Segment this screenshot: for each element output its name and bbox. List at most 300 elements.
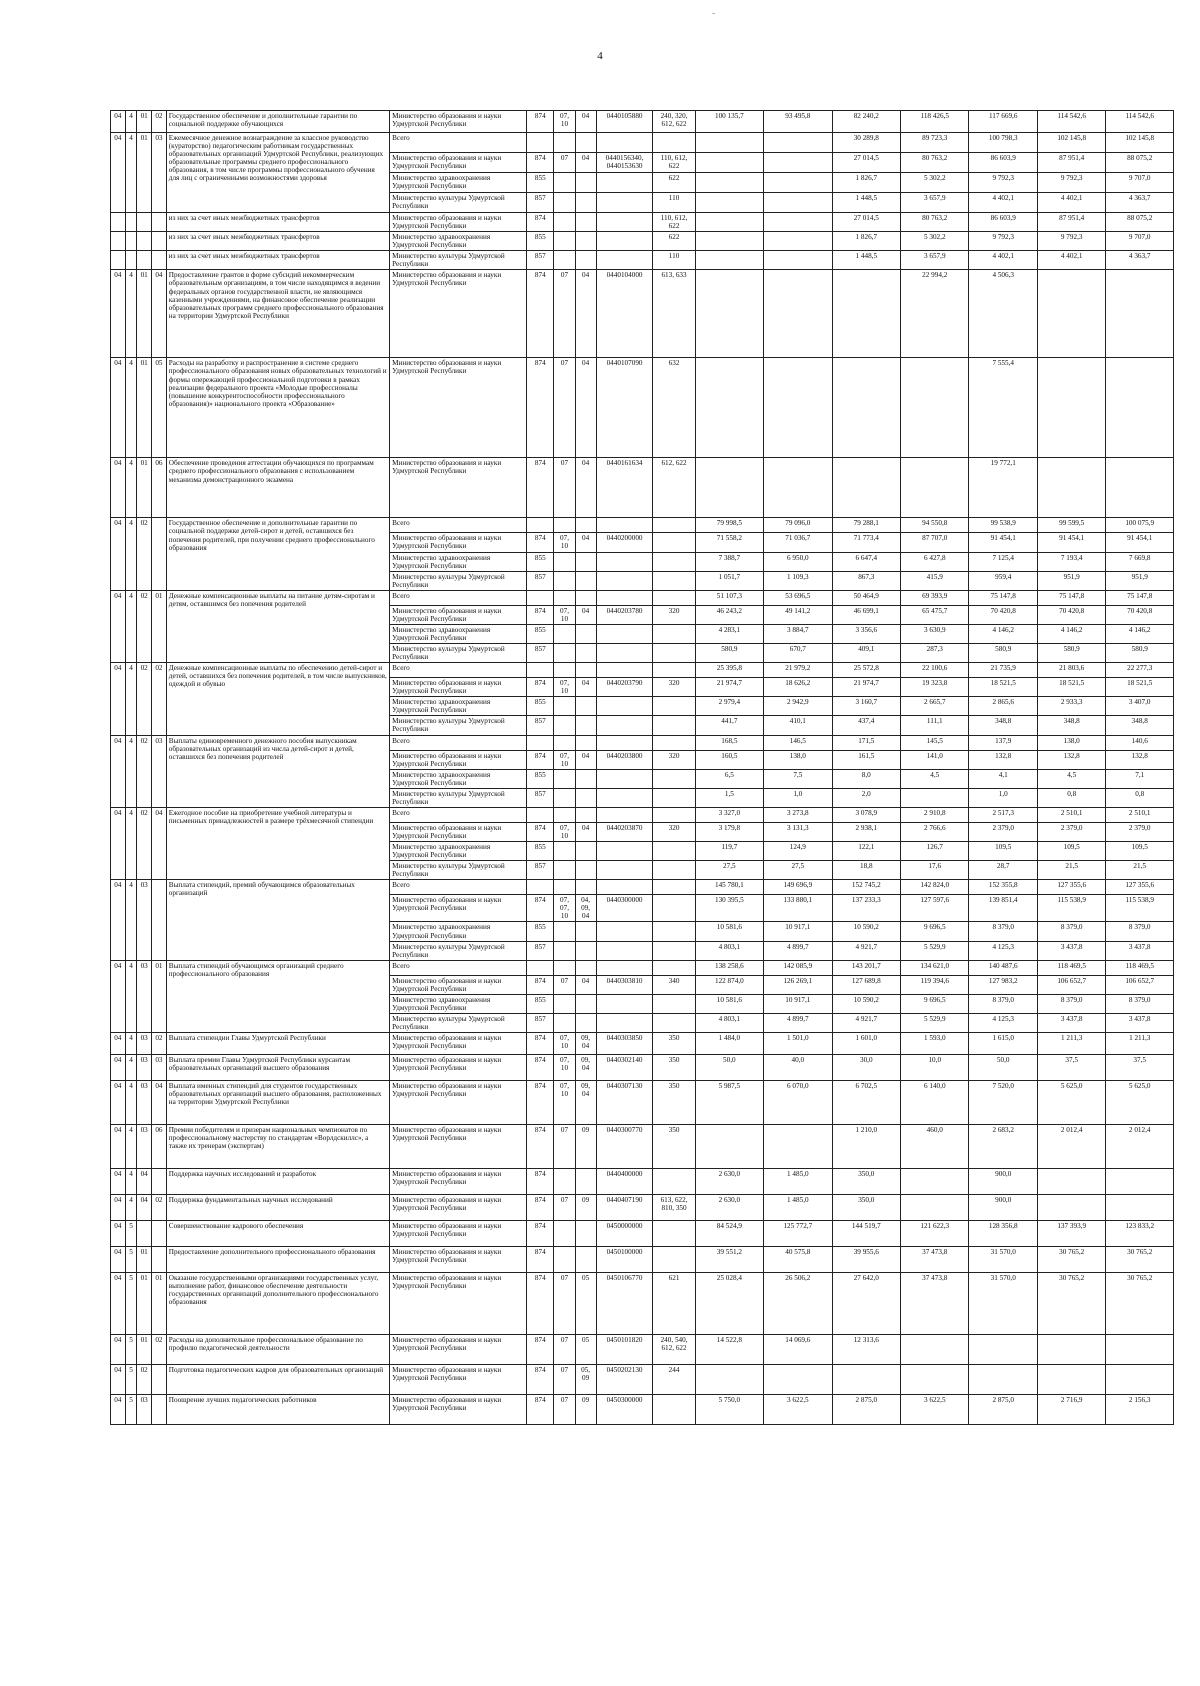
- amount-cell: 4 363,7: [1106, 193, 1174, 213]
- amount-cell: 86 603,9: [969, 213, 1037, 232]
- code-csr: 0450106770: [596, 1273, 653, 1335]
- code-grbs: 874: [527, 458, 554, 518]
- amount-cell: 134 621,0: [901, 960, 969, 975]
- amount-cell: 139 851,4: [969, 895, 1037, 922]
- code-vr: [653, 735, 695, 750]
- code-gp: 04: [111, 1033, 126, 1055]
- table-row: [111, 111, 1174, 133]
- administrator: Всего: [390, 880, 527, 895]
- table-row: [111, 458, 1174, 518]
- code-vr: [653, 769, 695, 788]
- code-p: 4: [125, 518, 137, 590]
- amount-cell: [695, 1125, 763, 1169]
- code-p: 4: [125, 1125, 137, 1169]
- code-pr: 04: [575, 822, 596, 841]
- amount-cell: 31 570,0: [969, 1247, 1037, 1273]
- code-m: 03: [152, 735, 167, 807]
- code-gp: [111, 232, 126, 251]
- amount-cell: 900,0: [969, 1195, 1037, 1221]
- code-gp: 04: [111, 807, 126, 879]
- amount-cell: 50,0: [695, 1055, 763, 1081]
- amount-cell: [1037, 1169, 1105, 1195]
- administrator: Министерство образования и науки Удмуртской Республики: [390, 1195, 527, 1221]
- amount-cell: 12 313,6: [832, 1335, 900, 1365]
- code-csr: 0440156340, 0440153630: [596, 153, 653, 173]
- code-p: 5: [125, 1247, 137, 1273]
- amount-cell: 91 454,1: [1037, 533, 1105, 552]
- amount-cell: [901, 458, 969, 518]
- amount-cell: [764, 1125, 832, 1169]
- administrator: Министерство образования и науки Удмуртской Республики: [390, 1055, 527, 1081]
- administrator: Министерство культуры Удмуртской Республики: [390, 861, 527, 880]
- row-name: из них за счет иных межбюджетных трансфертов: [166, 232, 389, 251]
- code-om: 02: [137, 807, 152, 879]
- code-grbs: 874: [527, 1395, 554, 1425]
- amount-cell: 4 146,2: [1106, 624, 1174, 643]
- amount-cell: 71 773,4: [832, 533, 900, 552]
- amount-cell: 1,5: [695, 788, 763, 807]
- table-row: [111, 1195, 1174, 1221]
- code-gp: 04: [111, 1335, 126, 1365]
- amount-cell: 959,4: [969, 571, 1037, 590]
- code-om: [137, 251, 152, 270]
- code-vr: 621: [653, 1273, 695, 1335]
- budget-table: [110, 110, 1174, 1425]
- code-grbs: 874: [527, 678, 554, 697]
- code-grbs: 874: [527, 533, 554, 552]
- code-rz: 07, 10: [554, 605, 575, 624]
- amount-cell: 1,0: [764, 788, 832, 807]
- amount-cell: 171,5: [832, 735, 900, 750]
- code-vr: [653, 861, 695, 880]
- code-p: 4: [125, 807, 137, 879]
- administrator: Министерство образования и науки Удмуртской Республики: [390, 111, 527, 133]
- code-vr: [653, 716, 695, 735]
- amount-cell: 8 379,0: [1106, 922, 1174, 941]
- code-m: 06: [152, 1125, 167, 1169]
- code-gp: 04: [111, 880, 126, 960]
- code-vr: 240, 540, 612, 622: [653, 1335, 695, 1365]
- amount-cell: 2 865,6: [969, 697, 1037, 716]
- code-rz: 07, 10: [554, 1033, 575, 1055]
- code-pr: [575, 590, 596, 605]
- amount-cell: 21 974,7: [832, 678, 900, 697]
- code-grbs: [527, 133, 554, 153]
- code-gp: [111, 251, 126, 270]
- code-csr: 0440105880: [596, 111, 653, 133]
- code-csr: [596, 807, 653, 822]
- code-pr: [575, 518, 596, 533]
- code-om: 02: [137, 518, 152, 590]
- amount-cell: 37,5: [1037, 1055, 1105, 1081]
- administrator: Министерство культуры Удмуртской Республики: [390, 1013, 527, 1032]
- code-om: 01: [137, 270, 152, 358]
- amount-cell: 4 921,7: [832, 1013, 900, 1032]
- table-row: [111, 1125, 1174, 1169]
- code-m: 01: [152, 1273, 167, 1335]
- code-om: 03: [137, 960, 152, 1032]
- code-pr: 04: [575, 111, 596, 133]
- amount-cell: 350,0: [832, 1169, 900, 1195]
- amount-cell: 4 146,2: [969, 624, 1037, 643]
- code-grbs: 857: [527, 1013, 554, 1032]
- amount-cell: 1 211,3: [1106, 1033, 1174, 1055]
- amount-cell: 21,5: [1037, 861, 1105, 880]
- amount-cell: 2 517,3: [969, 807, 1037, 822]
- code-m: 06: [152, 458, 167, 518]
- row-name: Государственное обеспечение и дополнительные гарантии по социальной поддержке детей-сирот и детей, оставшихся без попечения родителей, при получении среднего профессионального образования: [166, 518, 389, 590]
- row-name: Премии победителям и призерам национальных чемпионатов по профессиональному мастерству по стандартам «Ворлдскиллс», а также их тренерам (экспертам): [166, 1125, 389, 1169]
- amount-cell: 6 070,0: [764, 1081, 832, 1125]
- code-vr: 110, 612, 622: [653, 153, 695, 173]
- amount-cell: 2 875,0: [832, 1395, 900, 1425]
- amount-cell: 142 085,9: [764, 960, 832, 975]
- code-gp: 04: [111, 1247, 126, 1273]
- amount-cell: 3 622,5: [901, 1395, 969, 1425]
- amount-cell: 75 147,8: [969, 590, 1037, 605]
- code-rz: [554, 922, 575, 941]
- amount-cell: 7 193,4: [1037, 552, 1105, 571]
- amount-cell: 460,0: [901, 1125, 969, 1169]
- amount-cell: 126,7: [901, 842, 969, 861]
- code-om: [137, 213, 152, 232]
- row-name: Поощрение лучших педагогических работников: [166, 1395, 389, 1425]
- code-vr: [653, 960, 695, 975]
- table-row: [111, 1055, 1174, 1081]
- code-csr: 0440300770: [596, 1125, 653, 1169]
- code-rz: [554, 960, 575, 975]
- amount-cell: 2 630,0: [695, 1195, 763, 1221]
- code-om: 03: [137, 1395, 152, 1425]
- code-csr: 0450000000: [596, 1221, 653, 1247]
- amount-cell: 143 201,7: [832, 960, 900, 975]
- amount-cell: [764, 213, 832, 232]
- amount-cell: 27 642,0: [832, 1273, 900, 1335]
- amount-cell: 119 394,6: [901, 975, 969, 994]
- code-om: 04: [137, 1169, 152, 1195]
- amount-cell: 49 141,2: [764, 605, 832, 624]
- amount-cell: 88 075,2: [1106, 153, 1174, 173]
- amount-cell: 51 107,3: [695, 590, 763, 605]
- amount-cell: 441,7: [695, 716, 763, 735]
- code-csr: 0450101820: [596, 1335, 653, 1365]
- code-p: 4: [125, 358, 137, 458]
- amount-cell: 10 917,1: [764, 922, 832, 941]
- amount-cell: 160,5: [695, 750, 763, 769]
- code-grbs: 855: [527, 697, 554, 716]
- amount-cell: [969, 1335, 1037, 1365]
- amount-cell: 8 379,0: [1037, 994, 1105, 1013]
- amount-cell: 119,7: [695, 842, 763, 861]
- code-m: [152, 1221, 167, 1247]
- amount-cell: 27,5: [764, 861, 832, 880]
- amount-cell: 9 707,0: [1106, 232, 1174, 251]
- code-pr: 04: [575, 975, 596, 994]
- amount-cell: 1 601,0: [832, 1033, 900, 1055]
- code-pr: 04, 09, 04: [575, 895, 596, 922]
- code-rz: [554, 571, 575, 590]
- amount-cell: 87 707,0: [901, 533, 969, 552]
- code-gp: 04: [111, 1169, 126, 1195]
- administrator: Министерство образования и науки Удмуртской Республики: [390, 213, 527, 232]
- code-rz: 07: [554, 153, 575, 173]
- code-om: 03: [137, 1125, 152, 1169]
- amount-cell: [901, 1365, 969, 1395]
- row-name: Денежные компенсационные выплаты на питание детям-сиротам и детям, оставшимся без попечения родителей: [166, 590, 389, 662]
- administrator: Министерство культуры Удмуртской Республики: [390, 716, 527, 735]
- row-name: из них за счет иных межбюджетных трансфертов: [166, 213, 389, 232]
- code-m: 01: [152, 960, 167, 1032]
- amount-cell: 82 240,2: [832, 111, 900, 133]
- amount-cell: [695, 251, 763, 270]
- code-vr: [653, 590, 695, 605]
- row-name: Выплата стипендий, премий обучающимся образовательных организаций: [166, 880, 389, 960]
- amount-cell: 2 379,0: [1106, 822, 1174, 841]
- table-row: [111, 213, 1174, 232]
- amount-cell: 3 160,7: [832, 697, 900, 716]
- amount-cell: [832, 270, 900, 358]
- amount-cell: [695, 213, 763, 232]
- code-csr: [596, 518, 653, 533]
- amount-cell: 2 379,0: [969, 822, 1037, 841]
- row-name: Ежемесячное денежное вознаграждение за классное руководство (кураторство) педагогическим работникам государственных образовательных организаций Удмуртской Республики, реализующих образовательные программы среднего профессионального образования, в том числе программы профессионального обучения для лиц с ограниченными возможностями здоровья: [166, 133, 389, 213]
- code-rz: 07, 10: [554, 750, 575, 769]
- code-grbs: [527, 807, 554, 822]
- code-vr: 320: [653, 605, 695, 624]
- code-gp: 04: [111, 1395, 126, 1425]
- code-grbs: 874: [527, 1247, 554, 1273]
- row-name: Расходы на дополнительное профессиональное образование по профилю педагогической деятельности: [166, 1335, 389, 1365]
- code-p: 4: [125, 960, 137, 1032]
- code-grbs: 874: [527, 1273, 554, 1335]
- code-gp: 04: [111, 1081, 126, 1125]
- amount-cell: 80 763,2: [901, 213, 969, 232]
- row-name: Выплата стипендии Главы Удмуртской Республики: [166, 1033, 389, 1055]
- code-p: 5: [125, 1365, 137, 1395]
- amount-cell: 1 485,0: [764, 1169, 832, 1195]
- amount-cell: 100 135,7: [695, 111, 763, 133]
- amount-cell: [969, 1365, 1037, 1395]
- amount-cell: 22 277,3: [1106, 663, 1174, 678]
- administrator: Всего: [390, 663, 527, 678]
- amount-cell: 91 454,1: [969, 533, 1037, 552]
- code-csr: [596, 922, 653, 941]
- table-row: [111, 1247, 1174, 1273]
- code-pr: [575, 880, 596, 895]
- row-name: Выплата именных стипендий для студентов государственных образовательных организаций высшего образования, расположенных на территории Удмуртской Республики: [166, 1081, 389, 1125]
- administrator: Министерство образования и науки Удмуртской Республики: [390, 1221, 527, 1247]
- row-name: Ежегодное пособие на приобретение учебной литературы и письменных принадлежностей в размере трёхмесячной стипендии: [166, 807, 389, 879]
- amount-cell: 7,5: [764, 769, 832, 788]
- code-om: 01: [137, 458, 152, 518]
- code-csr: 0440161634: [596, 458, 653, 518]
- table-row: [111, 270, 1174, 358]
- administrator: Министерство образования и науки Удмуртской Республики: [390, 153, 527, 173]
- amount-cell: 30,0: [832, 1055, 900, 1081]
- amount-cell: 21,5: [1106, 861, 1174, 880]
- code-rz: [554, 842, 575, 861]
- amount-cell: 3 131,3: [764, 822, 832, 841]
- amount-cell: 6 140,0: [901, 1081, 969, 1125]
- code-om: 01: [137, 1335, 152, 1365]
- code-csr: [596, 663, 653, 678]
- code-vr: 110: [653, 193, 695, 213]
- amount-cell: 7 520,0: [969, 1081, 1037, 1125]
- code-pr: [575, 994, 596, 1013]
- amount-cell: 2 766,6: [901, 822, 969, 841]
- code-csr: [596, 960, 653, 975]
- amount-cell: 5 750,0: [695, 1395, 763, 1425]
- amount-cell: 50 464,9: [832, 590, 900, 605]
- code-pr: [575, 644, 596, 663]
- amount-cell: [764, 193, 832, 213]
- row-name: Расходы на разработку и распространение в системе среднего профессионального образования новых образовательных технологий и формы опережающей профессиональной подготовки в рамках реализации федерального проекта «Молодые профессионалы (повышение конкурентоспособности профессионального образования)» национального проекта «Образование»: [166, 358, 389, 458]
- amount-cell: 9 792,3: [1037, 173, 1105, 193]
- amount-cell: 128 356,8: [969, 1221, 1037, 1247]
- code-csr: 0440400000: [596, 1169, 653, 1195]
- code-csr: [596, 590, 653, 605]
- code-vr: [653, 880, 695, 895]
- row-name: Денежные компенсационные выплаты по обеспечению детей-сирот и детей, оставшихся без попечения родителей, в том числе выпускников, одеждой и обувью: [166, 663, 389, 735]
- administrator: Всего: [390, 590, 527, 605]
- code-grbs: 874: [527, 270, 554, 358]
- code-m: 02: [152, 663, 167, 735]
- code-grbs: 857: [527, 861, 554, 880]
- code-pr: [575, 1013, 596, 1032]
- code-m: 02: [152, 1335, 167, 1365]
- administrator: Министерство образования и науки Удмуртской Республики: [390, 270, 527, 358]
- table-row: [111, 358, 1174, 458]
- table-row: [111, 518, 1174, 533]
- code-pr: [575, 1247, 596, 1273]
- administrator: Министерство здравоохранения Удмуртской Республики: [390, 552, 527, 571]
- code-p: 4: [125, 1169, 137, 1195]
- code-vr: 320: [653, 822, 695, 841]
- code-grbs: 855: [527, 769, 554, 788]
- code-rz: [554, 1013, 575, 1032]
- code-om: 03: [137, 1055, 152, 1081]
- row-name: Выплата премии Главы Удмуртской Республики курсантам образовательных организаций высшего образования: [166, 1055, 389, 1081]
- administrator: Министерство здравоохранения Удмуртской Республики: [390, 994, 527, 1013]
- amount-cell: 126 269,1: [764, 975, 832, 994]
- administrator: Министерство здравоохранения Удмуртской Республики: [390, 697, 527, 716]
- code-vr: 340: [653, 975, 695, 994]
- amount-cell: 137 233,3: [832, 895, 900, 922]
- code-grbs: 855: [527, 922, 554, 941]
- amount-cell: 3 437,8: [1106, 1013, 1174, 1032]
- amount-cell: 46 243,2: [695, 605, 763, 624]
- amount-cell: 137 393,9: [1037, 1221, 1105, 1247]
- amount-cell: 10 590,2: [832, 922, 900, 941]
- code-grbs: 855: [527, 624, 554, 643]
- amount-cell: 6,5: [695, 769, 763, 788]
- code-pr: [575, 1221, 596, 1247]
- code-rz: [554, 624, 575, 643]
- amount-cell: 5 625,0: [1106, 1081, 1174, 1125]
- amount-cell: 415,9: [901, 571, 969, 590]
- code-pr: 09, 04: [575, 1033, 596, 1055]
- amount-cell: [695, 458, 763, 518]
- code-grbs: 874: [527, 1221, 554, 1247]
- amount-cell: [695, 358, 763, 458]
- amount-cell: 3 179,8: [695, 822, 763, 841]
- code-vr: [653, 842, 695, 861]
- code-vr: [653, 788, 695, 807]
- amount-cell: 10 581,6: [695, 994, 763, 1013]
- code-rz: 07: [554, 1125, 575, 1169]
- code-csr: [596, 880, 653, 895]
- amount-cell: 79 998,5: [695, 518, 763, 533]
- code-pr: [575, 232, 596, 251]
- code-rz: 07, 10: [554, 1081, 575, 1125]
- code-grbs: [527, 960, 554, 975]
- code-rz: [554, 941, 575, 960]
- amount-cell: 10 581,6: [695, 922, 763, 941]
- amount-cell: 5 302,2: [901, 173, 969, 193]
- code-om: 01: [137, 1247, 152, 1273]
- amount-cell: 1 211,3: [1037, 1033, 1105, 1055]
- amount-cell: 87 951,4: [1037, 153, 1105, 173]
- code-vr: [653, 697, 695, 716]
- code-csr: 0450300000: [596, 1395, 653, 1425]
- row-name: Совершенствование кадрового обеспечения: [166, 1221, 389, 1247]
- administrator: Министерство образования и науки Удмуртской Республики: [390, 1081, 527, 1125]
- amount-cell: 2 979,4: [695, 697, 763, 716]
- amount-cell: 4 363,7: [1106, 251, 1174, 270]
- code-csr: [596, 552, 653, 571]
- amount-cell: 30 765,2: [1106, 1247, 1174, 1273]
- amount-cell: [832, 1365, 900, 1395]
- amount-cell: 3 622,5: [764, 1395, 832, 1425]
- amount-cell: 4 899,7: [764, 1013, 832, 1032]
- code-grbs: 874: [527, 1081, 554, 1125]
- amount-cell: 1 615,0: [969, 1033, 1037, 1055]
- table-row: [111, 232, 1174, 251]
- amount-cell: 1 210,0: [832, 1125, 900, 1169]
- code-rz: [554, 861, 575, 880]
- code-grbs: 874: [527, 1169, 554, 1195]
- code-m: [152, 213, 167, 232]
- code-rz: 07: [554, 458, 575, 518]
- code-gp: 04: [111, 518, 126, 590]
- amount-cell: 18 521,5: [1037, 678, 1105, 697]
- code-grbs: 857: [527, 716, 554, 735]
- amount-cell: 21 974,7: [695, 678, 763, 697]
- code-vr: [653, 533, 695, 552]
- amount-cell: 138,0: [764, 750, 832, 769]
- code-csr: 0440203800: [596, 750, 653, 769]
- amount-cell: 140 487,6: [969, 960, 1037, 975]
- table-row: [111, 251, 1174, 270]
- amount-cell: 18 521,5: [1106, 678, 1174, 697]
- amount-cell: 4 921,7: [832, 941, 900, 960]
- code-rz: [554, 173, 575, 193]
- amount-cell: [695, 232, 763, 251]
- code-pr: 09: [575, 1395, 596, 1425]
- code-grbs: [527, 735, 554, 750]
- code-gp: 04: [111, 663, 126, 735]
- code-p: 4: [125, 1081, 137, 1125]
- amount-cell: [901, 1335, 969, 1365]
- table-row: [111, 1335, 1174, 1365]
- code-rz: [554, 213, 575, 232]
- table-row: [111, 1273, 1174, 1335]
- code-vr: 244: [653, 1365, 695, 1395]
- code-pr: 05, 09: [575, 1365, 596, 1395]
- code-rz: [554, 663, 575, 678]
- code-rz: 07, 10: [554, 111, 575, 133]
- administrator: Министерство образования и науки Удмуртской Республики: [390, 1169, 527, 1195]
